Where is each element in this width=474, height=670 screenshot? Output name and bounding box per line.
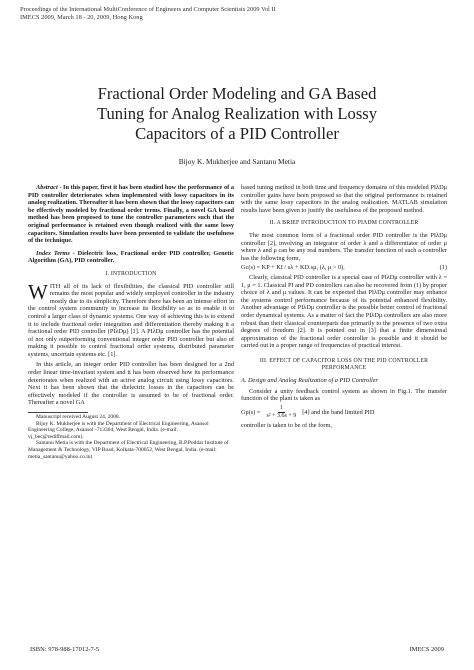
abstract	[28, 184, 234, 245]
equation-1	[241, 264, 447, 272]
left-column	[28, 184, 234, 460]
section-heading-capacitor-loss-line-1: III. EFFECT OF CAPACITOR LOSS ON THE PID CONTROLLER	[259, 357, 429, 364]
drop-cap: W	[28, 279, 48, 304]
equation-1-body: Gc(s) = KP + KI / sλ + KD.sμ, (λ, μ > 0).	[241, 264, 345, 272]
title-line-2: Tuning for Analog Realization with Lossy	[96, 104, 378, 123]
title-line-3: Capacitors of a PID Controller	[135, 124, 339, 143]
footnote-received: Manuscript received August 24, 2008.	[36, 414, 121, 421]
intro-paragraph-1-text: ITH all of its lack of flexibilities, the classical PID controller still remains the most popular and widely employed controller in the industry mostly due to its simplicity. Therefore there has been an intense effort in the control system community to increase its flexibility so as to enable it to control a larger class of dynamic systems. One way of achieving this is to extend it to include fractional order integration and differentiation thereby making it a fractional order PID controller (PIλDμ) [1]. A PIλDμ controller has the potential of not only outperforming conventional integer order PID controller but also of making it possible to control fractional order systems, distributed parameter systems, uncertain systems etc. [1].	[28, 282, 234, 358]
intro-paragraph-2: In this article, an integer order PID controller has been designed for a 2nd order linear time-invariant system and it has been observed how its performance deteriorates when realized with an active analog circuit using lossy capacitors. Next it has been shown that the dielectric losses in the capacitors can be effectively modeled if the controller is assumed to be of fractional order. Thereafter a novel GA	[28, 361, 234, 407]
plant-tf-denominator: s² + 3.6s + 9	[266, 412, 297, 419]
footer-isbn: ISBN: 978-988-17012-7-5	[30, 646, 100, 653]
plant-tf-numerator: 1	[279, 404, 283, 411]
index-terms-label: Index Terms	[36, 249, 70, 257]
footnote-author-1: Bijoy K. Mukherjee is with the Department of Electrical Engineering, Asansol Engineering College, Asansol -713304, West Bengal, India. (e-mail: vj_bec@rediffmail.com).	[28, 420, 209, 440]
plant-tf-reference: [4] and the band limited PID	[302, 408, 375, 416]
subsection-heading-design: A. Design and Analog Realization of a PID Controller	[241, 377, 378, 385]
footnote-author-2: Santanu Metia is with the Department of Electrical Engineering, B.P.Poddar Institute of Management & Technology, VIP Road, Kolkata-700052, West Bengal, India. (e-mail: metia_santanu@yahoo.co.in)	[28, 440, 229, 460]
design-paragraph-end: controller is taken to be of the form,	[241, 421, 332, 429]
design-paragraph: Consider a unity feedback control system as shown in Fig.1. The transfer function of the plant is taken as	[241, 387, 447, 403]
plant-transfer-function	[241, 405, 447, 420]
section-heading-capacitor-loss-line-2: PERFORMANCE	[321, 365, 367, 372]
title-line-1: Fractional Order Modeling and GA Based	[97, 84, 377, 103]
pid-paragraph-2: Clearly, classical PID controller is a special case of PIλDμ controller with λ = 1, μ = 1. Classical PI and PD controllers can also be recovered from (1) by proper choice of λ and μ values. It can be expected that PIλDμ controller may enhance the systems control performance because of its potential enhanced flexibility. Another advantage of PIλDμ controller is the possible better control of fractional order dynamical systems. As a matter of fact the PIλDμ controllers are also more robust than their classical counterparts due primarily to the presence of two extra degrees of freedom [2]. It is pointed out in [3] that a finite dimensional approximation of the fractional order controller is possible and it should be carried out in a proper range of frequencies of practical interest.	[241, 273, 447, 350]
header-line-1: Proceedings of the International MultiConference of Engineers and Computer Scientists 2009 Vol II	[20, 6, 276, 13]
index-terms	[28, 250, 234, 265]
intro-paragraph-1	[28, 279, 234, 359]
pid-paragraph-1: The most common form of a fractional order PID controller is the PIλDμ controller [2], involving an integrator of order λ and a differentiator of order μ where λ and μ can be any real numbers. The transfer function of such a controller has the following form,	[241, 231, 447, 262]
section-heading-introduction: I. INTRODUCTION	[105, 270, 157, 277]
section-heading-capacitor-loss	[241, 358, 447, 373]
header-line-2: IMECS 2009, March 18 - 20, 2009, Hong Kong	[20, 14, 143, 21]
abstract-text: - In this paper, first it has been studied how the performance of a PID controller deteriorates when implemented with lossy capacitors in its analog realization. Thereafter it has been shown that the lossy capacitors can be effectively modeled by fractional order terms. Finally, a novel GA based method has been proposed to tune the controller parameters such that the original performance is retained even though realized with the same lossy capacitors. Simulation results have been presented to validate the usefulness of the technique.	[28, 184, 234, 245]
plant-tf-lhs: Gp(s) =	[241, 408, 261, 416]
intro-continuation: based tuning method in both time and frequency domains of this modeled PIλDμ controller gains have been proposed so that the original performance is retained with the same lossy capacitors in the analog realization. MATLAB simulation results have been given to justify the usefulness of the proposed method.	[241, 184, 447, 214]
section-heading-pid-intro: II. A BRIEF INTRODUCTION TO PIΛDΜ CONTROLLER	[269, 220, 419, 227]
footer-conference: IMECS 2009	[409, 646, 444, 653]
author-line: Bijoy K. Mukherjee and Santanu Metia	[178, 157, 296, 166]
equation-1-number: (1)	[439, 264, 447, 272]
running-header	[20, 6, 276, 22]
plant-tf-fraction	[266, 405, 296, 420]
right-column	[241, 184, 447, 429]
abstract-label: Abstract	[36, 184, 58, 191]
index-terms-text: - Dielectric loss, Fractional order PID controller, Genetic Algorithm (GA), PID controller.	[28, 249, 235, 265]
paper-title	[0, 84, 474, 144]
